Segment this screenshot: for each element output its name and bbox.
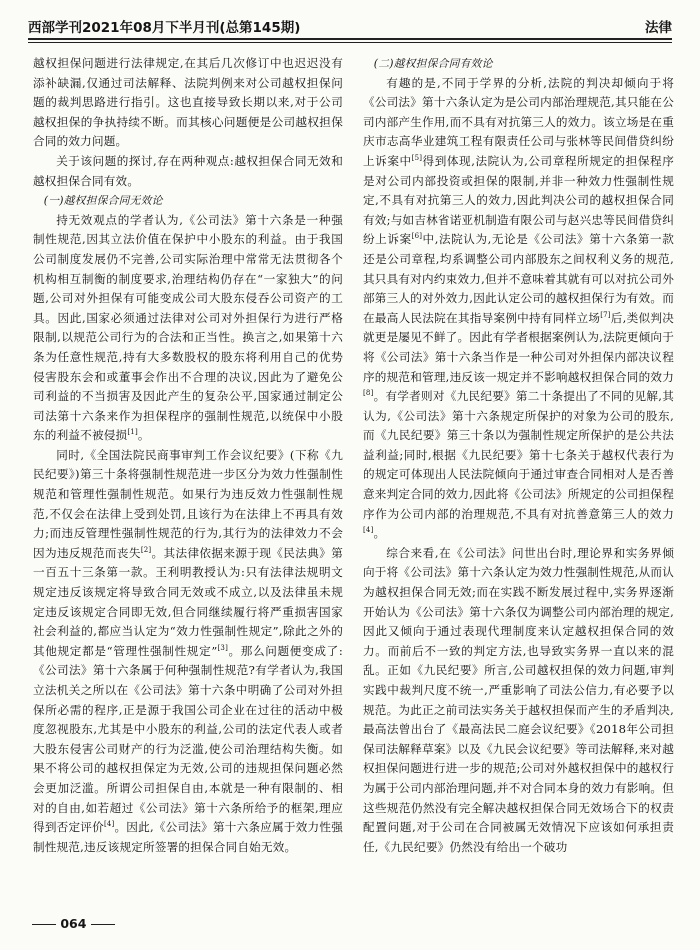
paragraph-text: 持无效观点的学者认为,《公司法》第十六条是一种强制性规范,因其立法价值在保护中小股东的利益。由于我国公司制度发展仍不完善,公司实际治理中常常无法贯彻各个机构相互制衡的制度要求,治理结构仍存在“一家独大”的问题,公司对外担保有可能变成公司大股东侵吞公司资产的工具。因此,国家必须通过法律对公司对外担保行为进行严格限制,以规范公司行为的合法和正当性。换言之,如果第十六条为任意性规范,持有大多数股权的股东将利用自己的优势侵害股东会和或董事会作出不合理的决议,因此为了避免公司利益的不当损害及因此产生的复杂公平,国家通过制定公司法第十六条来作为担保程序的强制性规范,以统保中小股东的利益不被侵损 [33, 212, 343, 443]
citation-ref: [1] [127, 428, 138, 437]
paragraph [363, 74, 674, 544]
citation-ref: [4] [363, 526, 374, 535]
paragraph [33, 211, 343, 446]
paragraph-text: 后,类似判决就更是屡见不鲜了。因此有学者根据案例认为,法院更倾向于将《公司法》第十六条当作是一种公司对外担保内部决议程序的规范和管理,违反该一规定并不影响越权担保合同的效力 [363, 310, 674, 384]
citation-ref: [5] [411, 154, 423, 163]
right-column [363, 54, 674, 857]
footer-dash-right [91, 924, 115, 925]
paragraph-text: 有趣的是,不同于学界的分析,法院的判决却倾向于将《公司法》第十六条认定为是公司内部治理规范,其只能在公司内部产生作用,而不具有对抗第三人的效力。该立场是在重庆市志高华业建筑工程有限责任公司与张林等民间借贷纠纷上诉案中 [363, 75, 674, 168]
section-heading: (二)越权担保合同有效论 [373, 57, 493, 70]
paragraph: 综合来看,在《公司法》问世出台时,理论界和实务界倾向于将《公司法》第十六条认定为效力性强制性规范,从而认为越权担保合同无效;而在实践不断发展过程中,实务界逐渐开始认为《公司法》第十六条仅为调整公司内部治理的规定,因此又倾向于通过表现代理制度来认定越权担保合同的效力。而前后不一致的判定方法,也导致实务界一直以来的混乱。正如《九民纪要》所言,公司越权担保的效力问题,审判实践中裁判尺度不统一,严重影响了司法公信力,有必要予以规范。为此正之前司法实务关于越权担保而产生的矛盾判决,最高法曾出台了《最高法民二庭会议纪要》《2018年公司担保司法解释草案》以及《九民会议纪要》等司法解释,来对越权担保问题进行进一步的规范;公司对外越权担保中的越权行为属于公司内部治理问题,并不对合同本身的效力有影响。但这些规范仍然没有完全解决越权担保合同无效场合下的权责配置问题,对于公司在合同被属无效情况下应该如何承担责任,《九民纪要》仍然没有给出一个破功 [363, 545, 674, 854]
left-column [33, 54, 343, 857]
page-footer [32, 916, 115, 931]
paragraph: 越权担保问题进行法律规定,在其后几次修订中也迟迟没有添补缺漏,仅通过司法解释、法院判例来对公司越权担保问题的裁判思路进行指引。这也直接导致长期以来,对于公司越权担保的争执持续不断。而其核心问题便是公司越权担保合同的效力问题。 [33, 56, 343, 149]
paragraph-text: 。有学者则对《九民纪要》第二十条提出了不同的见解,其认为,《公司法》第十六条规定所保护的对象为公司的股东,而《九民纪要》第三十条以为强制性规定所保护的是公共法益利益;同时,根据《九民纪要》第十七条关于越权代表行为的规定可体现出人民法院倾向于通过审查合同相对人是否善意来判定合同的效力,因此将《公司法》所规定的公司担保程序作为公司内部的治理规范,不具有对抗善意第三人的效力 [363, 389, 674, 521]
section-label: 法律 [645, 20, 672, 36]
paragraph-text: 。 [373, 526, 386, 541]
citation-ref: [2] [140, 545, 152, 554]
paragraph-text: 得到体现,法院认为,公司章程所规定的担保程序是对公司内部投资或担保的限制,并非一种效力性强制性规定,不具有对抗第三人的效力,因此判决公司的越权担保合同有效;与如吉林省诺亚机制造有限公司与赵兴忠等民间借贷纠纷上诉案 [363, 153, 674, 247]
footer-dash-left [32, 924, 56, 925]
paragraph-text: 中,法院认为,无论是《公司法》第十六条第一款还是公司章程,均系调整公司内部股东之间权利义务的规范,其只具有对内约束效力,但并不意味着其就有可以对抗公司外部第三人的对外效力,因此认定公司的越权担保行为有效。而在最高人民法院在其指导案例中持有同样立场 [363, 232, 674, 325]
citation-ref: [6] [411, 232, 423, 241]
section-heading: (一)越权担保合同无效论 [43, 194, 163, 208]
citation-ref: [7] [600, 310, 611, 319]
citation-ref: [4] [103, 820, 115, 829]
paragraph-text: 。 [137, 428, 150, 443]
citation-ref: [3] [217, 643, 228, 652]
header-rule [28, 42, 672, 43]
page-number: 064 [60, 916, 87, 931]
paragraph: 关于该问题的探讨,存在两种观点:越权担保合同无效和越权担保合同有效。 [33, 153, 343, 188]
paragraph [33, 446, 343, 857]
paragraph-text: 。那么问题便变成了:《公司法》第十六条属于何种强制性规范?有学者认为,我国立法机关之所以在《公司法》第十六条中明确了公司对外担保所必需的程序,正是源于我国公司企业在过往的活动中极度忽视股东,尤其是中小股东的利益,公司的法定代表人或者大股东侵害公司财产的行为泛滥,使公司治理结构失衡。如果不将公司的越权担保定为无效,公司的违规担保问题必然会更加泛滥。所谓公司担保自由,本就是一种有限制的、相对的自由,如若超过《公司法》第十六条所给予的框架,理应得到否定评价 [33, 643, 343, 835]
journal-title: 西部学刊2021年08月下半月刊(总第145期) [28, 20, 301, 36]
paragraph-text: 。其法律依据来源于现《民法典》第一百五十三条第一款。王利明教授认为:只有法律法规明文规定违反该规定将导致合同无效或不成立,以及法律虽未规定违反该规定合同即无效,但合同继续履行将严重损害国家社会利益的,都应当认定为“效力性强制性规定”,除此之外的其他规定都是“管理性强制性规定” [33, 545, 343, 658]
paragraph-text: 同时,《全国法院民商事审判工作会议纪要》(下称《九民纪要》)第三十条将强制性规范进一步区分为效力性强制性规范和管理性强制性规范。如果行为违反效力性强制性规范,不仅会在法律上受到处罚,且该行为在法律上不再具有效力;而违反管理性强制性规范的行为,其行为的法律效力不会因为违反规范而丧失 [33, 447, 343, 560]
citation-ref: [8] [363, 389, 374, 398]
paragraph-text: 。因此,《公司法》第十六条应属于效力性强制性规范,违反该规定所签署的担保合同自始无效。 [33, 820, 343, 854]
running-header [28, 14, 672, 40]
